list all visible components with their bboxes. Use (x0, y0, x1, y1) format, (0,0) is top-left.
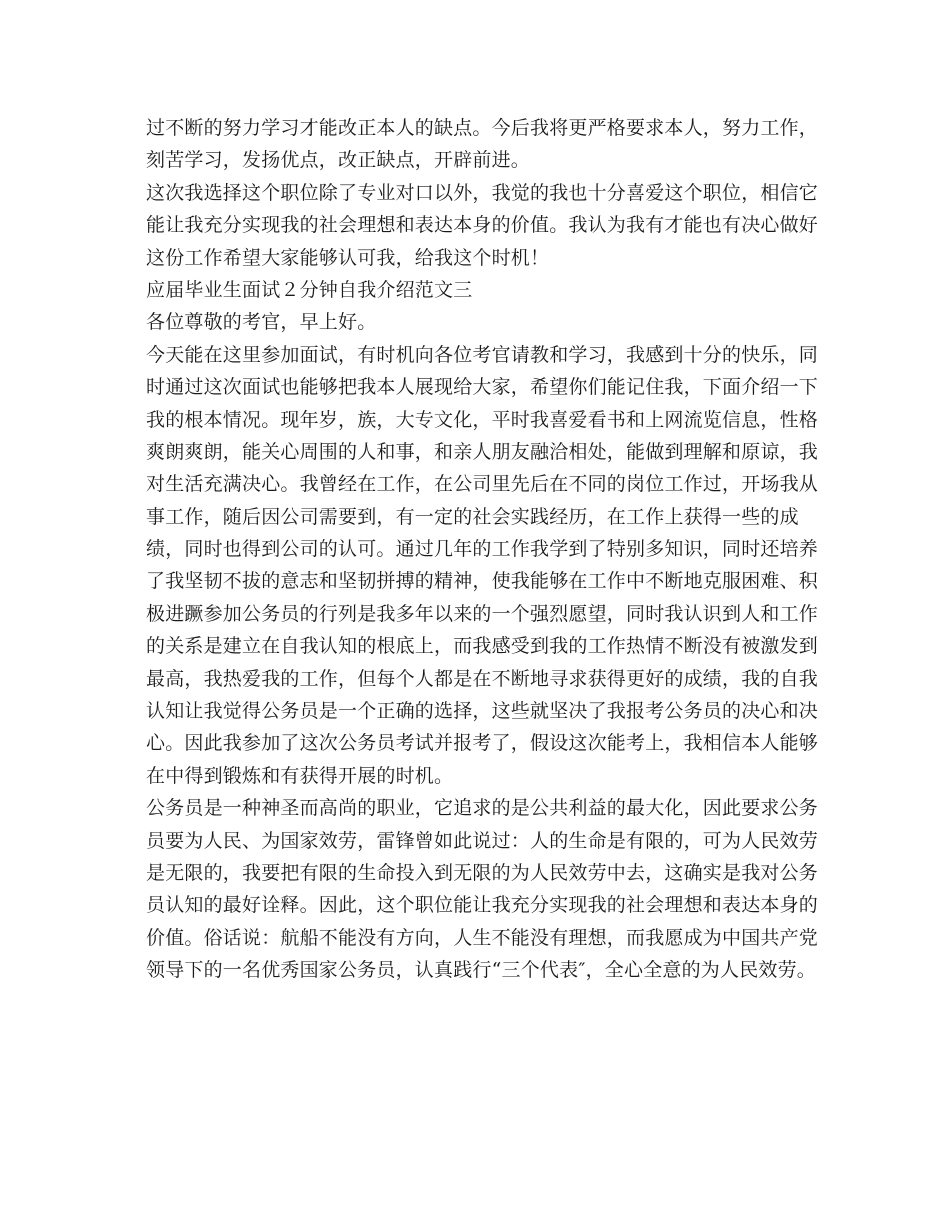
text-line: 极进蹶参加公务员的行列是我多年以来的一个强烈愿望，同时我认识到人和工作 (146, 602, 819, 625)
text-line: 公务员是一种神圣而高尚的职业，它追求的是公共利益的最大化，因此要求公务 (146, 797, 819, 820)
document-body (146, 112, 819, 987)
text-line: 的关系是建立在自我认知的根底上，而我感受到我的工作热情不断没有被激发到 (146, 635, 819, 658)
text-line: 这份工作希望大家能够认可我，给我这个时机！ (146, 246, 550, 269)
text-line: 在中得到锻炼和有获得开展的时机。 (146, 764, 454, 787)
text-line: 我的根本情况。现年岁，族，大专文化，平时我喜爱看书和上网流览信息，性格 (146, 408, 819, 431)
text-line: 刻苦学习，发扬优点，改正缺点，开辟前进。 (146, 149, 531, 172)
text-line: 今天能在这里参加面试，有时机向各位考官请教和学习，我感到十分的快乐，同 (146, 343, 819, 366)
text-line: 时通过这次面试也能够把我本人展现给大家，希望你们能记住我，下面介绍一下 (146, 376, 819, 399)
text-line: 心。因此我参加了这次公务员考试并报考了，假设这次能考上，我相信本人能够 (146, 732, 819, 755)
text-line: 爽朗爽朗，能关心周围的人和事，和亲人朋友融洽相处，能做到理解和原谅，我 (146, 440, 819, 463)
text-line: 对生活充满决心。我曾经在工作，在公司里先后在不同的岗位工作过，开场我从 (146, 473, 819, 496)
text-line: 价值。俗话说：航船不能没有方向，人生不能没有理想，而我愿成为中国共产党 (146, 926, 819, 949)
text-line: 是无限的，我要把有限的生命投入到无限的为人民效劳中去，这确实是我对公务 (146, 861, 819, 884)
text-line: 认知让我觉得公务员是一个正确的选择，这些就坚决了我报考公务员的决心和决 (146, 700, 819, 723)
section-heading: 应届毕业生面试２分钟自我介绍范文三 (146, 278, 473, 301)
text-line: 各位尊敬的考官，早上好。 (146, 311, 377, 334)
text-line: 员认知的最好诠释。因此，这个职位能让我充分实现我的社会理想和表达本身的 (146, 894, 819, 917)
text-line: 绩，同时也得到公司的认可。通过几年的工作我学到了特别多知识，同时还培养 (146, 538, 819, 561)
text-line: 过不断的努力学习才能改正本人的缺点。今后我将更严格要求本人，努力工作， (146, 117, 819, 139)
text-line: 员要为人民、为国家效劳，雷锋曾如此说过：人的生命是有限的，可为人民效劳 (146, 829, 819, 852)
text-line: 这次我选择这个职位除了专业对口以外，我觉的我也十分喜爱这个职位，相信它 (146, 181, 819, 204)
text-line: 事工作，随后因公司需要到，有一定的社会实践经历，在工作上获得一些的成 (146, 505, 799, 528)
text-line: 能让我充分实现我的社会理想和表达本身的价值。我认为我有才能也有决心做好 (146, 214, 819, 237)
text-line: 了我坚韧不拔的意志和坚韧拼搏的精神，使我能够在工作中不断地克服困难、积 (146, 570, 819, 593)
text-line: 领导下的一名优秀国家公务员，认真践行“三个代表″，全心全意的为人民效劳。 (146, 959, 817, 982)
text-line: 最高，我热爱我的工作，但每个人都是在不断地寻求获得更好的成绩，我的自我 (146, 667, 819, 690)
